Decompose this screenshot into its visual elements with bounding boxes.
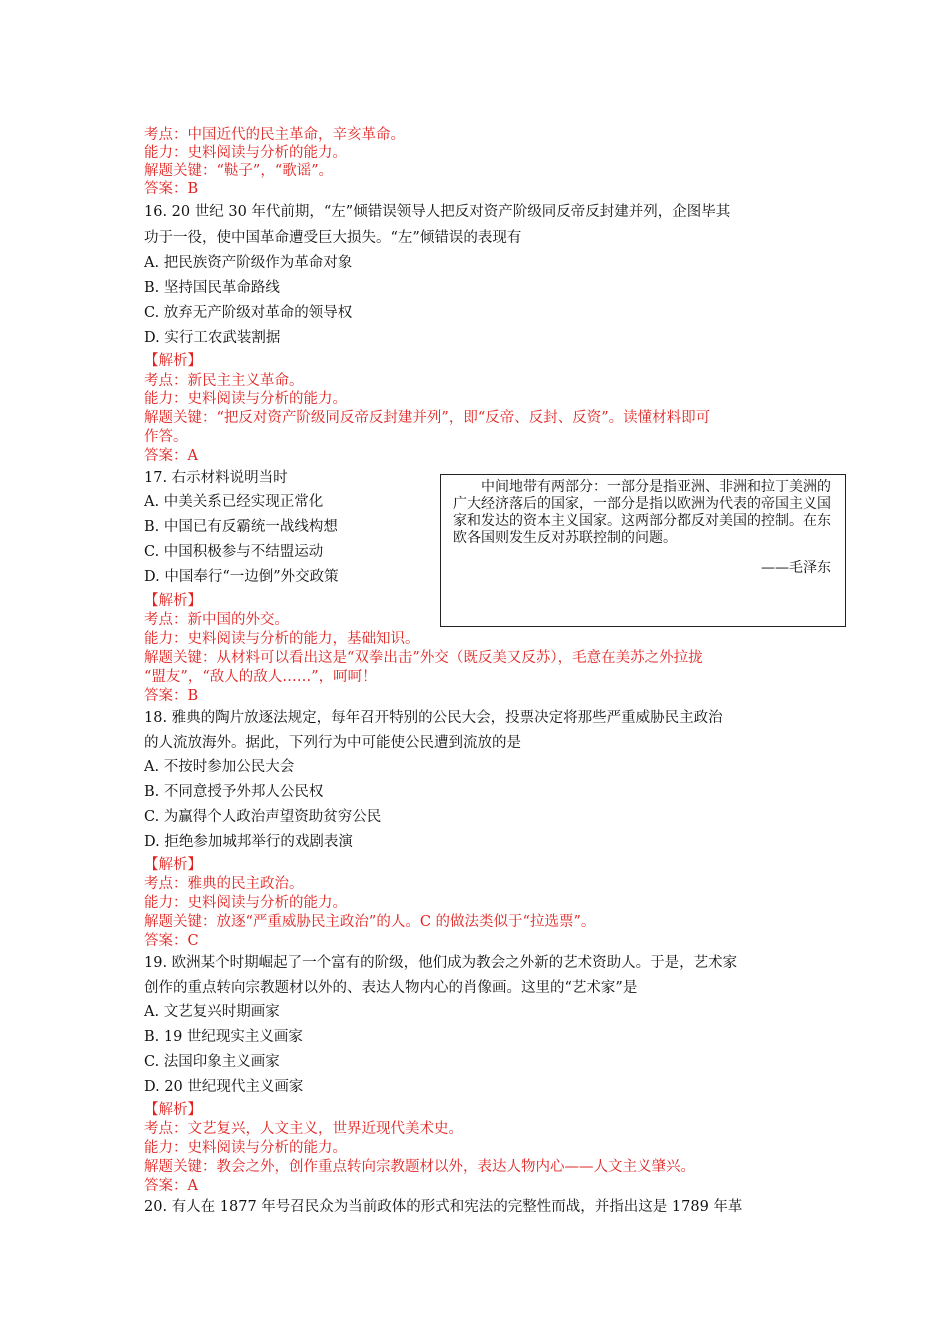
q19-option-b: B. 19 世纪现实主义画家 xyxy=(144,1029,303,1045)
q15-daan: 答案：B xyxy=(144,181,199,197)
q17-daan: 答案：B xyxy=(144,688,199,704)
q15-kaodian: 考点：中国近代的民主革命，辛亥革命。 xyxy=(144,127,405,143)
q16-option-d: D. 实行工农武装割据 xyxy=(144,330,281,346)
q16-guanjian-line1: 解题关键：“把反对资产阶级同反帝反封建并列”，即“反帝、反封、反资”。读懂材料即可 xyxy=(144,410,711,426)
q16-guanjian-line2: 作答。 xyxy=(144,429,188,445)
q16-stem-line1: 16. 20 世纪 30 年代前期，“左”倾错误领导人把反对资产阶级同反帝反封建并列，企图毕其 xyxy=(144,204,731,220)
q16-option-b: B. 坚持国民革命路线 xyxy=(144,280,280,296)
q18-daan: 答案：C xyxy=(144,933,199,949)
q17-jiexi: 【解析】 xyxy=(144,593,202,609)
q17-stem: 17. 右示材料说明当时 xyxy=(144,470,288,486)
q17-guanjian-line2: “盟友”，“敌人的敌人……”，呵呵！ xyxy=(144,669,377,685)
q19-jiexi: 【解析】 xyxy=(144,1102,202,1118)
q18-guanjian: 解题关键：放逐“严重威胁民主政治”的人。C 的做法类似于“拉选票”。 xyxy=(144,914,596,930)
q20-stem-line1: 20. 有人在 1877 年号召民众为当前政体的形式和宪法的完整性而战，并指出这是 1789 年革 xyxy=(144,1199,743,1215)
q17-option-b: B. 中国已有反霸统一战线构想 xyxy=(144,519,338,535)
q18-stem-line2: 的人流放海外。据此，下列行为中可能使公民遭到流放的是 xyxy=(144,735,521,751)
q19-guanjian: 解题关键：教会之外，创作重点转向宗教题材以外，表达人物内心——人文主义肇兴。 xyxy=(144,1159,695,1175)
q16-stem-line2: 功于一役，使中国革命遭受巨大损失。“左”倾错误的表现有 xyxy=(144,230,522,246)
q16-option-a: A. 把民族资产阶级作为革命对象 xyxy=(144,255,353,271)
q17-option-a: A. 中美关系已经实现正常化 xyxy=(144,494,324,510)
q17-option-d: D. 中国奉行“一边倒”外交政策 xyxy=(144,569,339,585)
q18-nengli: 能力：史料阅读与分析的能力。 xyxy=(144,895,347,911)
q17-material-box xyxy=(440,474,846,627)
q17-nengli: 能力：史料阅读与分析的能力，基础知识。 xyxy=(144,631,420,647)
q19-option-d: D. 20 世纪现代主义画家 xyxy=(144,1079,304,1095)
q19-stem-line1: 19. 欧洲某个时期崛起了一个富有的阶级，他们成为教会之外新的艺术资助人。于是，艺术家 xyxy=(144,955,738,971)
q15-guanjian: 解题关键：“鞑子”，“歌谣”。 xyxy=(144,163,334,179)
q18-jiexi: 【解析】 xyxy=(144,857,202,873)
q18-option-c: C. 为赢得个人政治声望资助贫穷公民 xyxy=(144,809,382,825)
q17-material-author: ——毛泽东 xyxy=(761,560,831,576)
q16-kaodian: 考点：新民主主义革命。 xyxy=(144,373,304,389)
q19-nengli: 能力：史料阅读与分析的能力。 xyxy=(144,1140,347,1156)
q18-option-b: B. 不同意授予外邦人公民权 xyxy=(144,784,324,800)
q19-daan: 答案：A xyxy=(144,1178,198,1194)
q19-kaodian: 考点：文艺复兴，人文主义，世界近现代美术史。 xyxy=(144,1121,463,1137)
q16-nengli: 能力：史料阅读与分析的能力。 xyxy=(144,391,347,407)
q19-option-a: A. 文艺复兴时期画家 xyxy=(144,1004,280,1020)
q15-nengli: 能力：史料阅读与分析的能力。 xyxy=(144,145,347,161)
q18-kaodian: 考点：雅典的民主政治。 xyxy=(144,876,304,892)
q18-option-a: A. 不按时参加公民大会 xyxy=(144,759,295,775)
q16-daan: 答案：A xyxy=(144,448,198,464)
q19-option-c: C. 法国印象主义画家 xyxy=(144,1054,280,1070)
q16-jiexi: 【解析】 xyxy=(144,353,202,369)
q17-guanjian-line1: 解题关键：从材料可以看出这是“双拳出击”外交（既反美又反苏），毛意在美苏之外拉拢 xyxy=(144,650,703,666)
q18-stem-line1: 18. 雅典的陶片放逐法规定，每年召开特别的公民大会，投票决定将那些严重威胁民主政治 xyxy=(144,710,723,726)
q19-stem-line2: 创作的重点转向宗教题材以外的、表达人物内心的肖像画。这里的“艺术家”是 xyxy=(144,980,638,996)
q17-material-text: 中间地带有两部分：一部分是指亚洲、非洲和拉丁美洲的广大经济落后的国家，一部分是指以欧洲为代表的帝国主义国家和发达的资本主义国家。这两部分都反对美国的控制。在东欧各国则发生反对苏联控制的问题。 xyxy=(453,479,831,546)
q18-option-d: D. 拒绝参加城邦举行的戏剧表演 xyxy=(144,834,353,850)
q16-option-c: C. 放弃无产阶级对革命的领导权 xyxy=(144,305,353,321)
q17-option-c: C. 中国积极参与不结盟运动 xyxy=(144,544,324,560)
q17-kaodian: 考点：新中国的外交。 xyxy=(144,612,289,628)
